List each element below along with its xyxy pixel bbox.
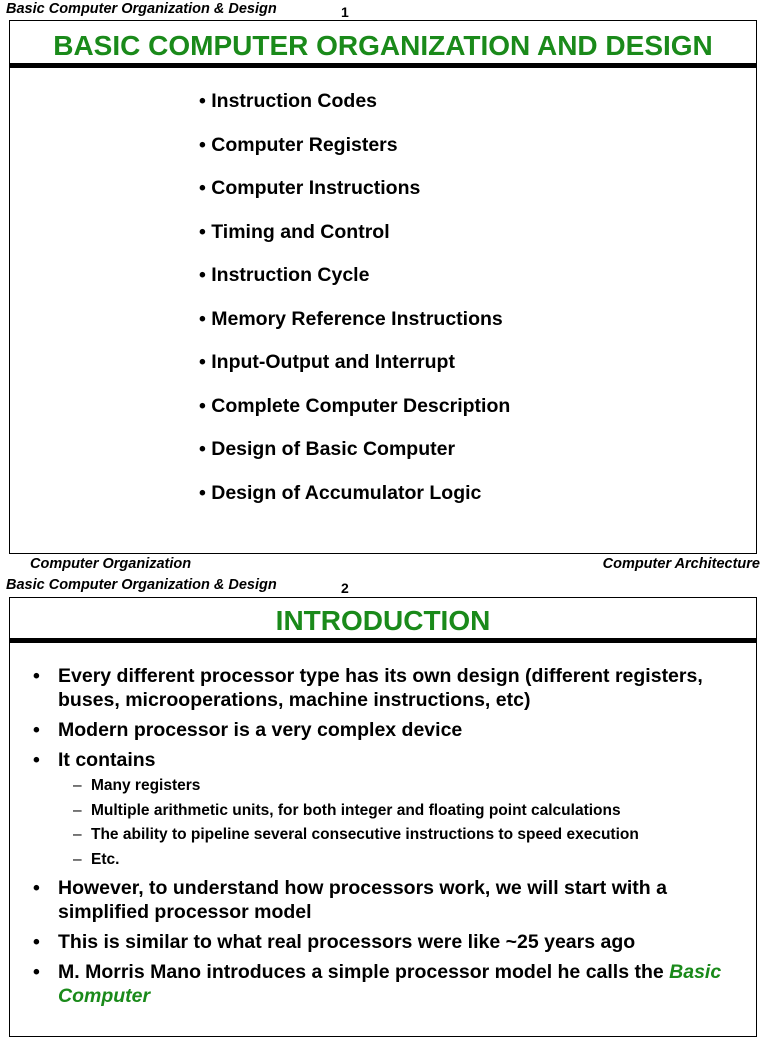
- bullet-item: [9, 876, 739, 924]
- slide1-footer-right: Computer Architecture: [602, 556, 760, 572]
- bullet-item: [9, 748, 739, 772]
- topic-item: • Design of Basic Computer: [199, 438, 456, 460]
- bullet-item: [9, 718, 739, 742]
- bullet-dot: •: [33, 719, 40, 741]
- bullet-item: [9, 960, 739, 1008]
- slide1-header: Basic Computer Organization & Design: [6, 1, 277, 17]
- topic-item: • Complete Computer Description: [199, 394, 511, 417]
- sub-bullet-item: [9, 776, 739, 795]
- slide2-header: Basic Computer Organization & Design: [6, 577, 277, 593]
- bullet-text: It contains: [58, 749, 156, 771]
- bullet-dot: •: [33, 960, 40, 983]
- bullet-item: [9, 930, 739, 954]
- slide2-title: INTRODUCTION: [275, 605, 491, 636]
- sub-bullet-dash: –: [73, 850, 82, 868]
- sub-bullet-item: [9, 825, 739, 844]
- topic-item: • Instruction Cycle: [199, 264, 370, 286]
- topic-item: • Design of Accumulator Logic: [199, 481, 482, 504]
- slide1-topic-list: [199, 90, 510, 525]
- bullet-text: This is similar to what real processors were like ~25 years ago: [58, 930, 636, 953]
- bullet-item: [9, 664, 739, 712]
- slide1-frame: [9, 20, 757, 554]
- slide1-title-rule: [10, 63, 756, 68]
- slide2-page-number: 2: [341, 580, 349, 596]
- slide1-footer-left: Computer Organization: [30, 556, 192, 572]
- topic-item: • Memory Reference Instructions: [199, 307, 503, 330]
- sub-bullet-dash: –: [73, 777, 82, 794]
- slide2-title-rule: [10, 638, 756, 643]
- sub-bullet-text: The ability to pipeline several consecutive instructions to speed execution: [91, 826, 639, 843]
- topic-item: • Instruction Codes: [199, 90, 378, 112]
- basic-computer-highlight: Basic Computer: [58, 960, 722, 1007]
- bullet-text: However, to understand how processors work, we will start with a simplified processor model: [58, 876, 667, 923]
- sub-bullet-item: [9, 801, 739, 820]
- topic-item: • Input-Output and Interrupt: [199, 351, 455, 373]
- topic-item: • Timing and Control: [199, 220, 390, 243]
- bullet-text: Every different processor type has its own design (different registers, buses, microoperations, machine instructions, etc): [58, 665, 703, 711]
- bullet-dot: •: [33, 665, 40, 687]
- bullet-dot: •: [33, 749, 40, 771]
- bullet-text: Modern processor is a very complex device: [58, 719, 463, 741]
- bullet-dot: •: [33, 930, 40, 953]
- sub-bullet-text: Multiple arithmetic units, for both integer and floating point calculations: [91, 801, 621, 819]
- slide1-page-number: 1: [341, 4, 349, 20]
- slide2-bullet-list: [9, 664, 739, 1014]
- slide1-title: BASIC COMPUTER ORGANIZATION AND DESIGN: [53, 30, 713, 61]
- sub-bullet-item: [9, 850, 739, 869]
- topic-item: • Computer Registers: [199, 133, 398, 156]
- sub-bullet-text: Etc.: [91, 850, 120, 868]
- bullet-text: M. Morris Mano introduces a simple processor model he calls the: [58, 960, 670, 983]
- bullet-dot: •: [33, 876, 40, 899]
- topic-item: • Computer Instructions: [199, 177, 421, 199]
- sub-bullet-text: Many registers: [91, 777, 201, 794]
- sub-bullet-dash: –: [73, 801, 82, 819]
- sub-bullet-dash: –: [73, 826, 82, 843]
